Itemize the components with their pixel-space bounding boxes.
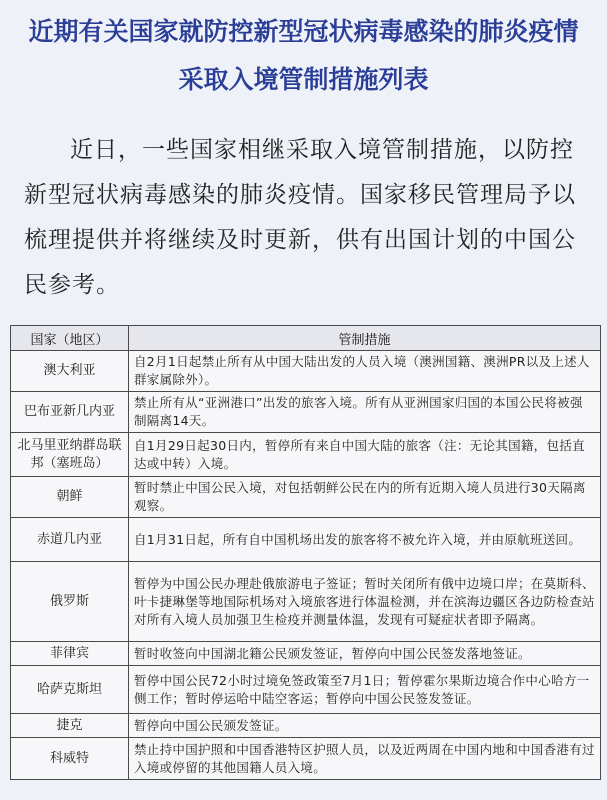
measure-cell: 暂停为中国公民办理赴俄旅游电子签证；暂时关闭所有俄中边境口岸；在莫斯科、叶卡捷琳堡等地国际机场对入境旅客进行体温检测，并在滨海边疆区各边防检查站对所有入境人员加强卫生检疫并测量体温，发现有可疑症状者即予隔离。: [129, 562, 601, 642]
country-cell: 朝鲜: [11, 477, 129, 518]
country-cell: 北马里亚纳群岛联邦（塞班岛）: [11, 433, 129, 477]
country-cell: 捷克: [11, 714, 129, 738]
measure-cell: 暂时收签向中国湖北籍公民颁发签证，暂停向中国公民签发落地签证。: [129, 642, 601, 666]
measure-cell: 禁止持中国护照和中国香港特区护照人员，以及近两周在中国内地和中国香港有过入境或停留的其他国籍人员入境。: [129, 738, 601, 780]
country-cell: 澳大利亚: [11, 351, 129, 392]
table-row: [11, 562, 601, 642]
country-cell: 菲律宾: [11, 642, 129, 666]
title-line-2: 采取入境管制措施列表: [178, 65, 429, 94]
intro-paragraph: 近日，一些国家相继采取入境管制措施，以防控新型冠状病毒感染的肺炎疫情。国家移民管理局予以梳理提供并将继续及时更新，供有出国计划的中国公民参考。: [24, 137, 576, 298]
table-header-row: [11, 326, 601, 351]
measure-cell: 自1月31日起，所有自中国机场出发的旅客将不被允许入境，并由原航班送回。: [129, 518, 601, 562]
table-row: [11, 351, 601, 392]
country-cell: 科威特: [11, 738, 129, 780]
measure-cell: 暂停中国公民72小时过境免签政策至7月1日；暂停霍尔果斯边境合作中心哈方一侧工作；暂时停运哈中陆空客运；暂停向中国公民签发签证。: [129, 666, 601, 714]
country-cell: 哈萨克斯坦: [11, 666, 129, 714]
measure-cell: 暂时禁止中国公民入境，对包括朝鲜公民在内的所有近期入境人员进行30天隔离观察。: [129, 477, 601, 518]
table-row: [11, 738, 601, 780]
table-row: [11, 477, 601, 518]
measures-table: [10, 325, 601, 780]
title-line-1: 近期有关国家就防控新型冠状病毒感染的肺炎疫情: [28, 17, 579, 46]
country-cell: 俄罗斯: [11, 562, 129, 642]
measure-cell: 禁止所有从“亚洲港口”出发的旅客入境。所有从亚洲国家归国的本国公民将被强制隔离14天。: [129, 392, 601, 433]
measure-cell: 自1月29日起30日内，暂停所有来自中国大陆的旅客（注：无论其国籍，包括直达或中转）入境。: [129, 433, 601, 477]
table-row: [11, 518, 601, 562]
table-row: [11, 642, 601, 666]
measure-cell: 自2月1日起禁止所有从中国大陆出发的人员入境（澳洲国籍、澳洲PR以及上述人群家属除外）。: [129, 351, 601, 392]
table-row: [11, 392, 601, 433]
table-row: [11, 433, 601, 477]
header-measure: 管制措施: [129, 326, 601, 351]
header-country: 国家（地区）: [11, 326, 129, 351]
country-cell: 赤道几内亚: [11, 518, 129, 562]
table-row: [11, 666, 601, 714]
country-cell: 巴布亚新几内亚: [11, 392, 129, 433]
measure-cell: 暂停向中国公民颁发签证。: [129, 714, 601, 738]
table-row: [11, 714, 601, 738]
